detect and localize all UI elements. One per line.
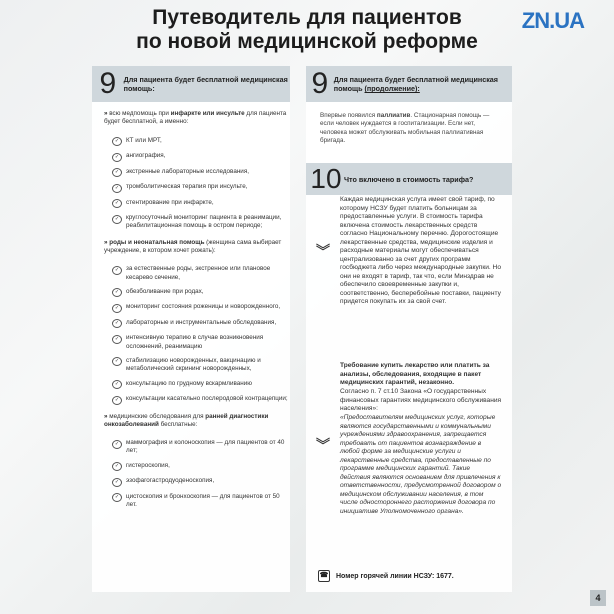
- list-item: ✓ цистоскопия и бронхоскопия — для пациентов от 50 лет.: [112, 493, 290, 510]
- check-icon: ✓: [112, 199, 122, 208]
- list-item: ✓ лабораторные и инструментальные обследования,: [112, 319, 290, 329]
- check-icon: ✓: [112, 478, 122, 487]
- list-item: ✓ за естественные роды, экстренное или плановое кесарево сечение,: [112, 265, 290, 282]
- section-9-header: [92, 66, 290, 102]
- list-item: ✓ стабилизацию новорожденных, вакцинацию и метаболический скрининг новорожденных,: [112, 357, 290, 374]
- double-arrow-icon: »: [104, 110, 108, 117]
- section-heading: Что включено в стоимость тарифа?: [344, 174, 474, 184]
- check-icon: ✓: [112, 168, 122, 177]
- check-icon: ✓: [112, 440, 122, 449]
- check-icon: ✓: [112, 462, 122, 471]
- list-item: ✓ консультацию по грудному вскармливанию: [112, 380, 290, 390]
- list-item: ✓ гистероскопия,: [112, 462, 290, 472]
- section-10-header: [306, 163, 512, 195]
- list-item: ✓ ангиография,: [112, 152, 290, 162]
- list-item: ✓ интенсивную терапию в случае возникновения осложнений, реанимацию: [112, 334, 290, 351]
- right-column: [306, 66, 512, 592]
- check-icon: ✓: [112, 304, 122, 313]
- list-item: ✓ круглосуточный мониторинг пациента в реанимации, реабилитационная помощь в остром периоде;: [112, 214, 290, 231]
- onco-text: » медицинские обследования для ранней диагностики онкозаболеваний бесплатные:: [104, 412, 269, 428]
- left-column: [92, 66, 290, 592]
- list-item: ✓ экстренные лабораторные исследования,: [112, 168, 290, 178]
- check-icon: ✓: [112, 184, 122, 193]
- list-item: ✓ тромболитическая терапия при инсульте,: [112, 183, 290, 193]
- onco-list: [112, 439, 290, 509]
- phone-icon: ☎: [318, 570, 330, 582]
- page-number: 4: [590, 590, 606, 606]
- list-item: ✓ КТ или МРТ,: [112, 137, 290, 147]
- list-item: ✓ обезболивание при родах,: [112, 288, 290, 298]
- list-item: ✓ эзофагогастродуоденоскопия,: [112, 477, 290, 487]
- section-number: 9: [311, 67, 329, 100]
- list-item: ✓ мониторинг состояния роженицы и новорожденного,: [112, 303, 290, 313]
- list-item: ✓ маммография и колоноскопия — для пациентов от 40 лет;: [112, 439, 290, 456]
- double-arrow-icon: »: [104, 238, 108, 246]
- check-icon: ✓: [112, 357, 122, 366]
- znua-logo[interactable]: ZN.UA: [521, 8, 584, 33]
- check-icon: ✓: [112, 396, 122, 405]
- chevron-down-icon: ︾: [316, 243, 330, 259]
- check-icon: ✓: [112, 288, 122, 297]
- check-icon: ✓: [112, 215, 122, 224]
- list-item: ✓ стентирование при инфаркте,: [112, 199, 290, 209]
- check-icon: ✓: [112, 380, 122, 389]
- warning-text: Требование купить лекарство или платить за анализы, обследования, входящие в пакет медицинских гарантий, незаконно.: [340, 362, 490, 386]
- law-quote: «Предоставителям медицинских услуг, которые являются государственными и коммунальными учреждениями здравоохранения, запрещается требовать от пациентов вознаграждение в любой форме за медицинские услуги и лекарственные средства, предоставленные по программе медицинских гарантий. Такие действия являются основанием для привлечения к ответственности, предусмотренной договором о медицинском обслуживании населения, в том числе одностороннего расторжения договора по инициативе Уполномоченного органа».: [340, 414, 502, 515]
- check-icon: ✓: [112, 335, 122, 344]
- section-number: 10: [310, 163, 342, 195]
- section-9-cont-header: [306, 66, 512, 102]
- stroke-list: [112, 137, 290, 231]
- hotline: ☎ Номер горячей линии НСЗУ: 1677.: [318, 570, 454, 582]
- section-heading: Для пациента будет бесплатной медицинская помощь:: [123, 75, 288, 93]
- check-icon: ✓: [112, 137, 122, 146]
- check-icon: ✓: [112, 319, 122, 328]
- births-text: » роды и неонатальная помощь (женщина сама выбирает учреждение, в котором хочет рожать):: [104, 238, 282, 254]
- list-item: ✓ консультации касательно послеродовой контрацепции;: [112, 395, 290, 405]
- title-line-1: Путеводитель для пациентов: [152, 6, 462, 29]
- double-arrow-icon: »: [104, 412, 108, 420]
- check-icon: ✓: [112, 493, 122, 502]
- births-list: [112, 265, 290, 404]
- intro-text: » всю медпомощь при инфаркте или инсульте для пациента будет бесплатной, а именно:: [104, 110, 287, 126]
- section-heading: Для пациента будет бесплатной медицинская помощь (продолжение):: [333, 75, 499, 93]
- check-icon: ✓: [112, 266, 122, 275]
- chevron-down-icon: ︾: [316, 437, 330, 453]
- section-number: 9: [99, 67, 117, 100]
- palliative-text: Впервые появился паллиатив. Стационарная помощь — если человек нуждается в госпитализации. Если нет, человека может обслуживать мобильная паллиативная бригада.: [320, 112, 490, 144]
- law-reference: Согласно п. 7 ст.10 Закона «О государственных финансовых гарантиях медицинского обслуживания населения»:: [340, 388, 502, 412]
- title-line-2: по новой медицинской реформе: [136, 30, 478, 53]
- check-icon: ✓: [112, 153, 122, 162]
- tariff-text: Каждая медицинская услуга имеет свой тариф, по которому НСЗУ будет платить больницам за предоставленные услуги. В стоимость тарифа включена стоимость лекарственных средств согласно Национальному перечню. Дорогостоящие лекарственные средства, медицинские изделия и расходные материалы могут обеспечиваться централизованно за счет других программ госбюджета либо через международные закупки. Но они не входят в тариф, так что, если Минздрав не обеспечило своевременные закупки и, соответственно, бесперебойные поставки, пациенту придется покупать их за свой счет.: [340, 196, 501, 305]
